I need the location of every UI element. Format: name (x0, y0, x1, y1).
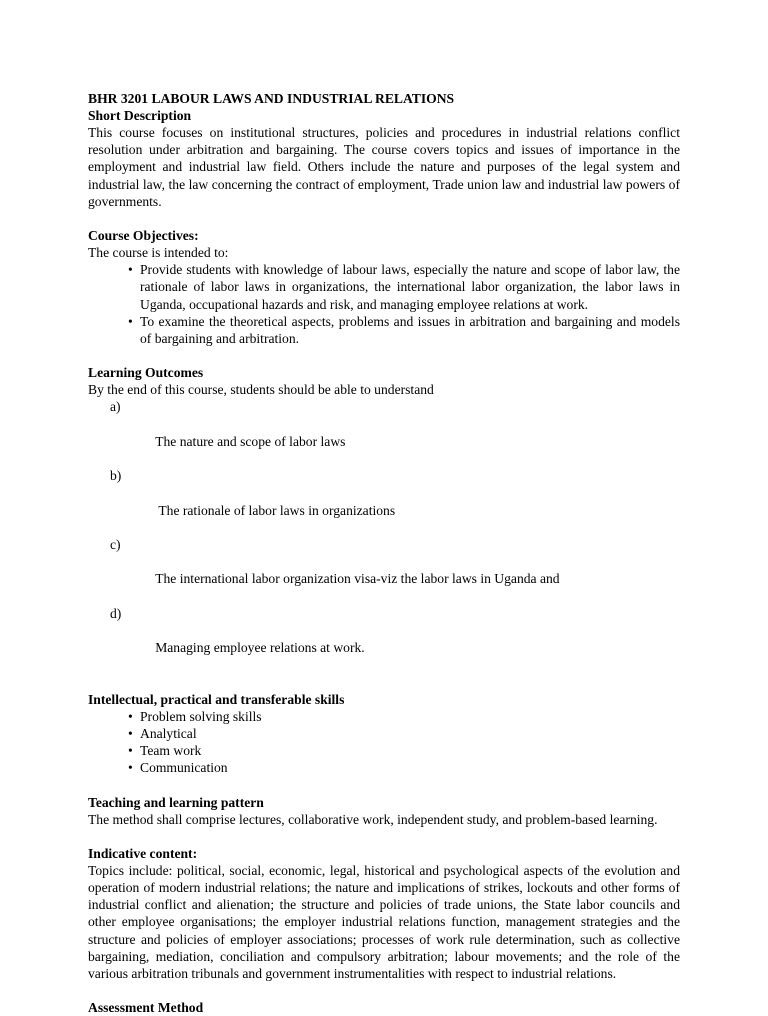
teaching-pattern-paragraph: The method shall comprise lectures, collaborative work, independent study, and problem-based learning. (88, 811, 658, 827)
list-item-label: c) (110, 537, 121, 553)
course-objectives-intro: The course is intended to: (88, 245, 229, 261)
section-heading-learning-outcomes: Learning Outcomes (88, 365, 204, 381)
list-item: • Analytical (88, 725, 680, 742)
spacer (88, 777, 680, 794)
page-title: BHR 3201 LABOUR LAWS AND INDUSTRIAL RELATIONS (88, 91, 455, 106)
indicative-content-paragraph: Topics include: political, social, economic, legal, historical and psychological aspects of the evolution and operation of modern industrial relations; the nature and implications of strikes, lockouts and other forms of industrial conflict and alienation; the structure and policies of trade unions, the State labor councils and other employee organisations; the employer industrial relations function, management strategies and the structure and policies of employer associations; processes of work rule determination, such as collective bargaining, mediation, conciliation and compulsory arbitration; labour movements; and the role of the various arbitration tribunals and government instrumentalities with respect to industrial relations. (88, 862, 680, 981)
list-item-text: The international labor organization visa-viz the labor laws in Uganda and (155, 571, 560, 587)
short-description-paragraph: This course focuses on institutional structures, policies and procedures in industrial relations conflict resolution under arbitration and bargaining. The course covers topics and issues of importance in the employment and industrial law field. Others include the nature and purposes of the legal system and industrial law, the law concerning the contract of employment, Trade union law and industrial law powers of governments. (88, 125, 680, 209)
learning-outcomes-intro: By the end of this course, students should be able to understand (88, 382, 434, 398)
list-item: • Team work (88, 742, 680, 759)
spacer (88, 347, 680, 364)
list-item-text: Managing employee relations at work. (155, 640, 365, 656)
spacer (88, 210, 680, 227)
course-objectives-list (88, 261, 680, 347)
list-item (88, 467, 680, 536)
section-heading-assessment-method: Assessment Method (88, 1000, 204, 1016)
list-item-text: The rationale of labor laws in organizations (155, 502, 396, 518)
list-item (88, 398, 680, 467)
list-item: • Communication (88, 759, 680, 776)
list-item: • Provide students with knowledge of labour laws, especially the nature and scope of labor law, the rationale of labor laws in organizations, the international labor organization, the labor laws in Uganda, occupational hazards and risk, and managing employee relations at work. (88, 261, 680, 313)
section-heading-short-description: Short Description (88, 108, 192, 123)
list-item: • Problem solving skills (88, 708, 680, 725)
list-item (88, 536, 680, 605)
section-heading-course-objectives: Course Objectives: (88, 228, 199, 244)
section-heading-teaching-pattern: Teaching and learning pattern (88, 794, 264, 810)
list-item-label: b) (110, 468, 122, 484)
spacer (88, 982, 680, 999)
spacer (88, 828, 680, 845)
skills-list (88, 708, 680, 777)
list-item-label: a) (110, 399, 121, 415)
spacer (88, 674, 680, 691)
list-item: • To examine the theoretical aspects, problems and issues in arbitration and bargaining and models of bargaining and arbitration. (88, 313, 680, 347)
list-item-label: d) (110, 605, 122, 621)
section-heading-indicative-content: Indicative content: (88, 845, 198, 861)
section-heading-skills: Intellectual, practical and transferable skills (88, 691, 345, 707)
document-body (88, 90, 680, 1016)
learning-outcomes-list (88, 398, 680, 673)
list-item (88, 605, 680, 674)
list-item-text: The nature and scope of labor laws (155, 433, 346, 449)
